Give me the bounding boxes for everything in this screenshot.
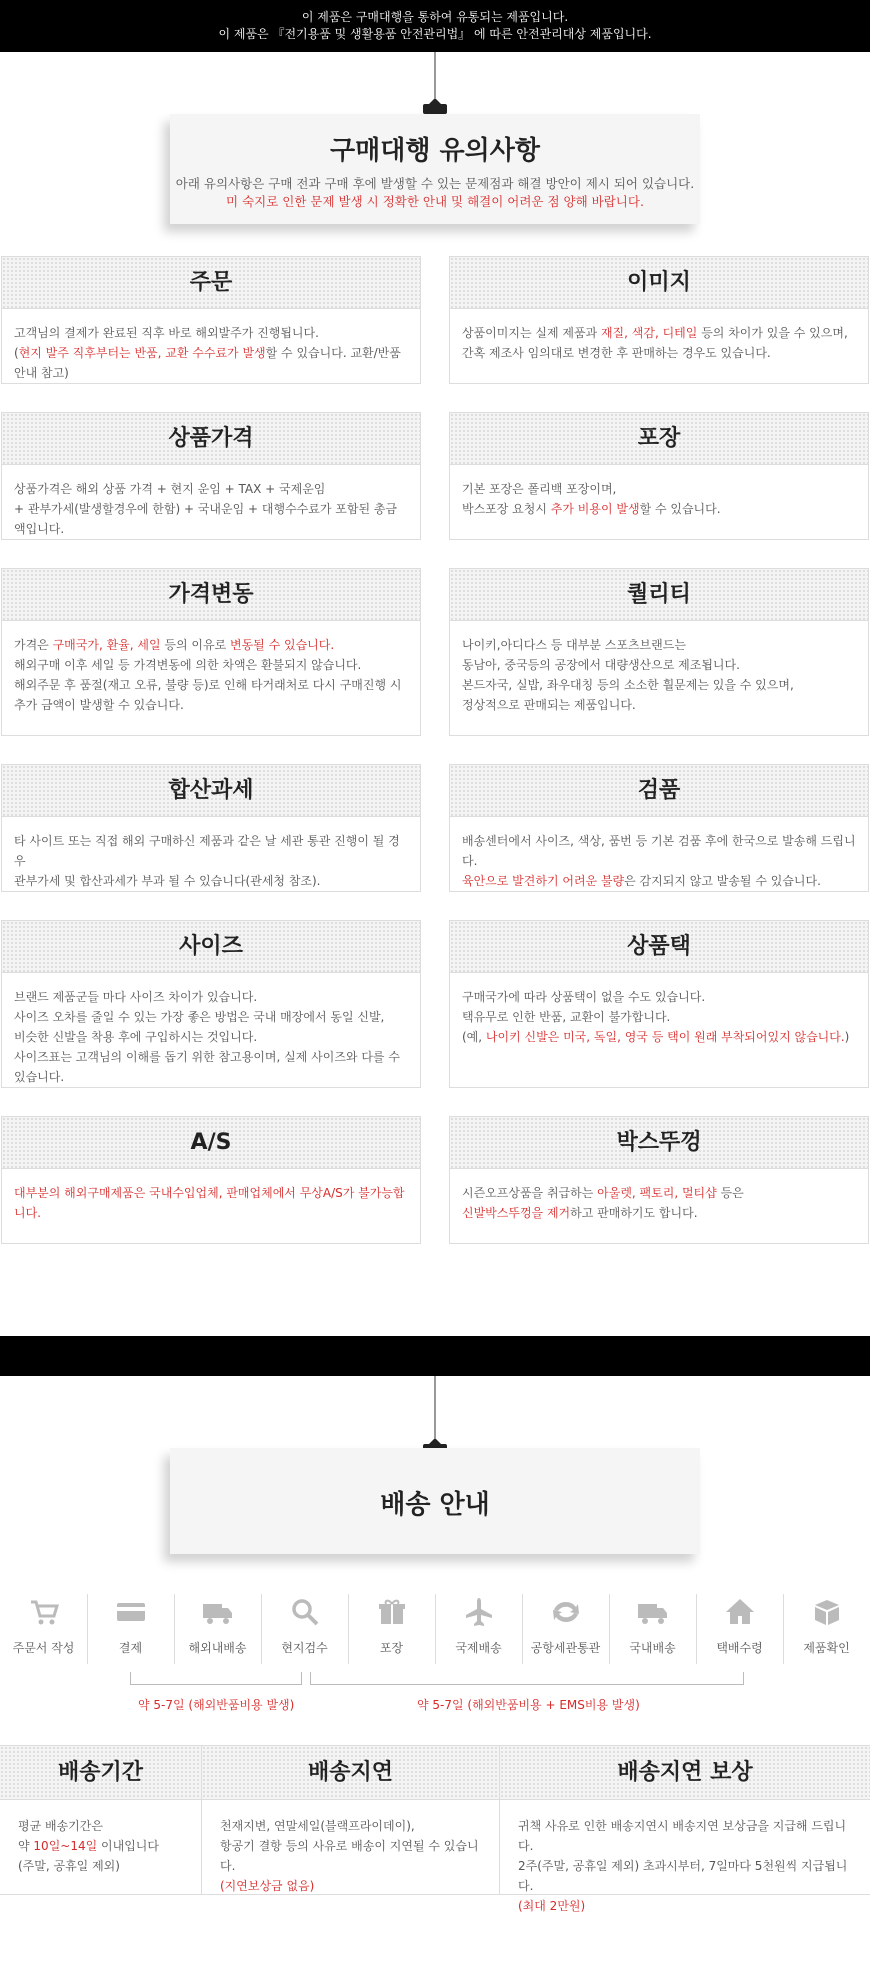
card-size	[1, 920, 421, 1088]
card-price-title: 상품가격	[2, 413, 420, 465]
step-international-shipping: 국제배송	[435, 1594, 522, 1664]
hanging-wire	[434, 52, 436, 98]
delivery-period-line1: 평균 배송기간은	[18, 1819, 103, 1833]
card-quality-line2: 동남아, 중국등의 공장에서 대량생산으로 제조됩니다.	[462, 658, 740, 672]
step-packing: 포장	[348, 1594, 435, 1664]
delivery-delay-line3: (지연보상금 없음)	[220, 1879, 315, 1893]
card-order-line2: (현지 발주 직후부터는 반품, 교환 수수료가 발생할 수 있습니다. 교환/반품안내 참고)	[14, 346, 401, 380]
card-packing	[449, 412, 869, 540]
shipping-title: 배송 안내	[380, 1490, 490, 1520]
card-tag-title: 상품택	[450, 921, 868, 973]
card-price-change-line1: 가격은 구매국가, 환율, 세일 등의 이유로 변동될 수 있습니다.	[14, 638, 335, 652]
card-quality	[449, 568, 869, 736]
notice-bar	[0, 0, 870, 52]
step-local-inspection: 현지검수	[261, 1594, 348, 1664]
delivery-delay-title: 배송지연	[202, 1746, 499, 1800]
card-box-lid-title: 박스뚜껑	[450, 1117, 868, 1169]
step-parcel-receipt: 택배수령	[696, 1594, 783, 1664]
caution-desc: 아래 유의사항은 구매 전과 구매 후에 발생할 수 있는 문제점과 해결 방안이 제시 되어 있습니다.	[175, 176, 695, 191]
card-combined-tax-title: 합산과세	[2, 765, 420, 817]
card-price-line2: + 관부가세(발생할경우에 한함) + 국내운임 + 대행수수료가 포함된 총금액입니다.	[14, 502, 398, 536]
delivery-compensation-line3: (최대 2만원)	[518, 1899, 586, 1913]
card-image-line1: 상품이미지는 실제 제품과 재질, 색감, 디테일 등의 차이가 있을 수 있으며,	[462, 326, 848, 340]
cart-icon	[28, 1596, 60, 1628]
card-order-title: 주문	[2, 257, 420, 309]
delivery-delay	[202, 1746, 500, 1894]
card-packing-title: 포장	[450, 413, 868, 465]
card-size-line2: 사이즈 오차를 줄일 수 있는 가장 좋은 방법은 국내 매장에서 동일 신발,	[14, 1010, 385, 1024]
card-price-change-line4: 추가 금액이 발생할 수 있습니다.	[14, 698, 184, 712]
shipping-steps	[0, 1594, 870, 1664]
caution-sign	[170, 114, 700, 224]
airplane-icon	[463, 1596, 495, 1628]
delivery-info-table	[0, 1745, 870, 1913]
caution-title: 구매대행 유의사항	[330, 136, 540, 166]
step-payment: 결제	[87, 1594, 174, 1664]
card-box-lid-line2: 신발박스뚜껑을 제거하고 판매하기도 합니다.	[462, 1206, 698, 1220]
delivery-delay-line1: 천재지변, 연말세일(블랙프라이데이),	[220, 1819, 415, 1833]
card-price-change-line2: 해외구매 이후 세일 등 가격변동에 의한 차액은 환불되지 않습니다.	[14, 658, 362, 672]
step-product-check: 제품확인	[783, 1594, 870, 1664]
range-label-2: 약 5-7일 (해외반품비용 + EMS비용 발생)	[417, 1698, 640, 1712]
card-size-line3: 비슷한 신발을 착용 후에 구입하시는 것입니다.	[14, 1030, 258, 1044]
card-price-change	[1, 568, 421, 736]
shipping-sign	[170, 1448, 700, 1554]
delivery-period-title: 배송기간	[0, 1746, 201, 1800]
card-box-lid-line1: 시즌오프상품을 취급하는 아울렛, 팩토리, 멀티샵 등은	[462, 1186, 744, 1200]
card-combined-tax	[1, 764, 421, 892]
card-quality-title: 퀄리티	[450, 569, 868, 621]
truck-icon	[637, 1596, 669, 1628]
card-as-title: A/S	[2, 1117, 420, 1169]
range-bracket-1	[130, 1672, 302, 1685]
card-inspection-title: 검품	[450, 765, 868, 817]
card-image-title: 이미지	[450, 257, 868, 309]
step-domestic-delivery: 국내배송	[609, 1594, 696, 1664]
truck-icon	[202, 1596, 234, 1628]
step-customs-clearance: 공항세관통관	[522, 1594, 609, 1664]
card-combined-tax-line2: 관부가세 및 합산과세가 부과 될 수 있습니다(관세청 참조).	[14, 874, 321, 888]
card-order	[1, 256, 421, 384]
shipping-divider-bar	[0, 1336, 870, 1376]
delivery-delay-line2: 항공기 결항 등의 사유로 배송이 지연될 수 있습니다.	[220, 1839, 479, 1873]
caution-warning: 미 숙지로 인한 문제 발생 시 정확한 안내 및 해결이 어려운 점 양해 바랍니다.	[226, 194, 644, 209]
card-packing-line2: 박스포장 요청시 추가 비용이 발생할 수 있습니다.	[462, 502, 721, 516]
card-inspection-line1: 배송센터에서 사이즈, 색상, 품번 등 기본 검품 후에 한국으로 발송해 드립니다.	[462, 834, 856, 868]
card-size-line4: 사이즈표는 고객님의 이해를 돕기 위한 참고용이며, 실제 사이즈와 다를 수 있습니다.	[14, 1050, 400, 1084]
card-quality-line3: 본드자국, 실밥, 좌우대칭 등의 소소한 훨문제는 있을 수 있으며,	[462, 678, 794, 692]
step-overseas-delivery: 해외내배송	[174, 1594, 261, 1664]
card-inspection	[449, 764, 869, 892]
card-image-line2: 간혹 제조사 임의대로 변경한 후 판매하는 경우도 있습니다.	[462, 346, 771, 360]
card-quality-line4: 정상적으로 판매되는 제품입니다.	[462, 698, 636, 712]
card-price	[1, 412, 421, 540]
card-quality-line1: 나이키,아디다스 등 대부분 스포츠브랜드는	[462, 638, 686, 652]
delivery-compensation-title: 배송지연 보상	[500, 1746, 870, 1800]
box-icon	[811, 1596, 843, 1628]
card-price-line1: 상품가격은 해외 상품 가격 + 현지 운임 + TAX + 국제운임	[14, 482, 326, 496]
hanging-wire-2	[434, 1376, 436, 1438]
card-price-change-line3: 해외주문 후 품절(재고 오류, 불량 등)로 인해 타거래처로 다시 구매진행 시	[14, 678, 402, 692]
card-packing-line1: 기본 포장은 폴리백 포장이며,	[462, 482, 617, 496]
range-label-1: 약 5-7일 (해외반품비용 발생)	[138, 1698, 295, 1712]
card-size-line1: 브랜드 제품군들 마다 사이즈 차이가 있습니다.	[14, 990, 258, 1004]
step-order-form: 주문서 작성	[0, 1594, 87, 1664]
magnifier-icon	[289, 1596, 321, 1628]
notice-line-2: 이 제품은 『전기용품 및 생활용품 안전관리법』 에 따른 안전관리대상 제품입니다.	[218, 27, 652, 41]
notice-line-1: 이 제품은 구매대행을 통하여 유통되는 제품입니다.	[301, 10, 569, 24]
card-icon	[115, 1596, 147, 1628]
card-size-title: 사이즈	[2, 921, 420, 973]
delivery-period-line2: 약 10일~14일 이내입니다	[18, 1839, 159, 1853]
delivery-delay-compensation	[500, 1746, 870, 1913]
binder-clip-icon	[423, 98, 447, 114]
exchange-icon	[550, 1596, 582, 1628]
home-icon	[724, 1596, 756, 1628]
delivery-compensation-line2: 2주(주말, 공휴일 제외) 초과시부터, 7일마다 5천원씩 지급됩니다.	[518, 1859, 848, 1893]
card-combined-tax-line1: 타 사이트 또는 직접 해외 구매하신 제품과 같은 날 세관 통관 진행이 될 경우	[14, 834, 400, 868]
card-order-line1: 고객님의 결제가 완료된 직후 바로 해외발주가 진행됩니다.	[14, 326, 319, 340]
card-tag-line1: 구매국가에 따라 상품택이 없을 수도 있습니다.	[462, 990, 706, 1004]
delivery-period-line3: (주말, 공휴일 제외)	[18, 1859, 120, 1873]
card-tag-line3: (예, 나이키 신발은 미국, 독일, 영국 등 택이 원래 부착되어있지 않습니다.)	[462, 1030, 850, 1044]
card-as-line1: 대부분의 해외구매제품은 국내수입업체, 판매업체에서 무상A/S가 불가능합니다.	[14, 1186, 405, 1220]
card-as	[1, 1116, 421, 1244]
gift-icon	[376, 1596, 408, 1628]
card-tag-line2: 택유무로 인한 반품, 교환이 불가합니다.	[462, 1010, 671, 1024]
card-box-lid	[449, 1116, 869, 1244]
card-price-change-title: 가격변동	[2, 569, 420, 621]
delivery-compensation-line1: 귀책 사유로 인한 배송지연시 배송지연 보상금을 지급해 드립니다.	[518, 1819, 847, 1853]
range-bracket-2	[310, 1672, 744, 1685]
delivery-period	[0, 1746, 202, 1894]
card-image	[449, 256, 869, 384]
card-tag	[449, 920, 869, 1088]
card-inspection-line2: 육안으로 발견하기 어려운 불량은 감지되지 않고 발송될 수 있습니다.	[462, 874, 821, 888]
